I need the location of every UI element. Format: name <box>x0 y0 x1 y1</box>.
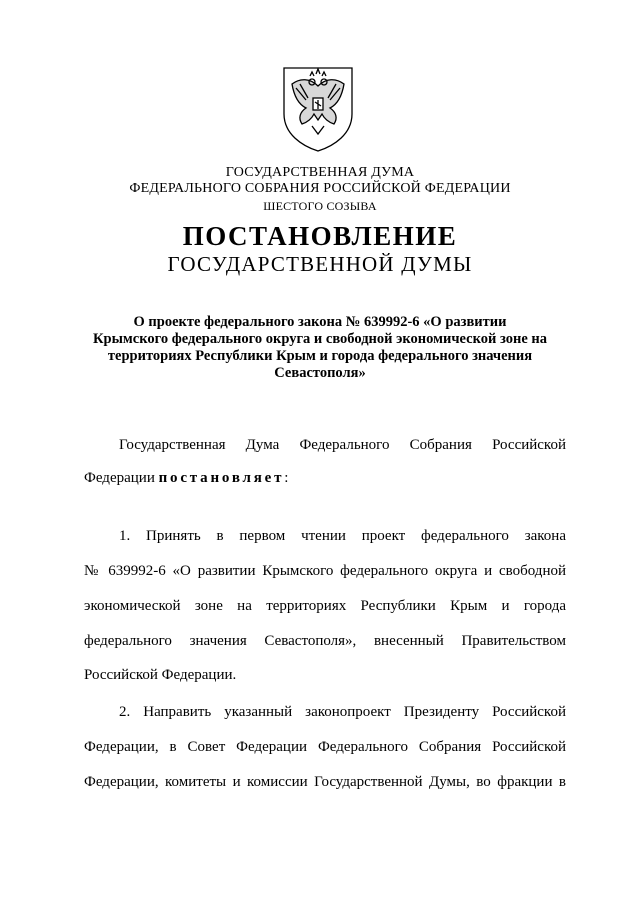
subject-line: Крымского федерального округа и свободной экономической зоне на <box>93 331 547 347</box>
resolves-word: постановляет <box>158 470 285 486</box>
item1-line: 1. Принять в первом чтении проект федерального закона <box>119 528 566 544</box>
intro-suffix: : <box>284 470 289 486</box>
item1-line: Российской Федерации. <box>84 667 237 683</box>
document-title: ПОСТАНОВЛЕНИЕ <box>182 221 458 251</box>
item1-line: № 639992-6 «О развитии Крымского федерального округа и свободной <box>84 563 566 579</box>
coat-of-arms-icon <box>276 62 360 154</box>
item2-line: 2. Направить указанный законопроект Президенту Российской <box>119 704 566 720</box>
intro-resolves-line <box>84 470 566 487</box>
subject-line: Севастополя» <box>274 365 366 381</box>
item2-line: Федерации, в Совет Федерации Федерального Собрания Российской <box>84 739 566 755</box>
item2-line: Федерации, комитеты и комиссии Государственной Думы, во фракции в <box>84 774 566 790</box>
issuer-line-2: ФЕДЕРАЛЬНОГО СОБРАНИЯ РОССИЙСКОЙ ФЕДЕРАЦИИ <box>129 181 511 196</box>
intro-line: Государственная Дума Федерального Собрания Российской <box>119 437 566 453</box>
document-subtitle: ГОСУДАРСТВЕННОЙ ДУМЫ <box>167 252 473 276</box>
subject-line: О проекте федерального закона № 639992-6 «О развитии <box>133 314 507 330</box>
convocation-line: ШЕСТОГО СОЗЫВА <box>263 199 377 213</box>
item1-line: экономической зоне на территориях Республики Крым и города <box>84 598 566 614</box>
issuer-line-1: ГОСУДАРСТВЕННАЯ ДУМА <box>225 165 415 180</box>
intro-prefix: Федерации <box>84 470 159 486</box>
subject-line: территориях Республики Крым и города федерального значения <box>107 348 533 364</box>
document-subject <box>80 314 560 382</box>
item1-line: федерального значения Севастополя», внесенный Правительством <box>84 633 566 649</box>
